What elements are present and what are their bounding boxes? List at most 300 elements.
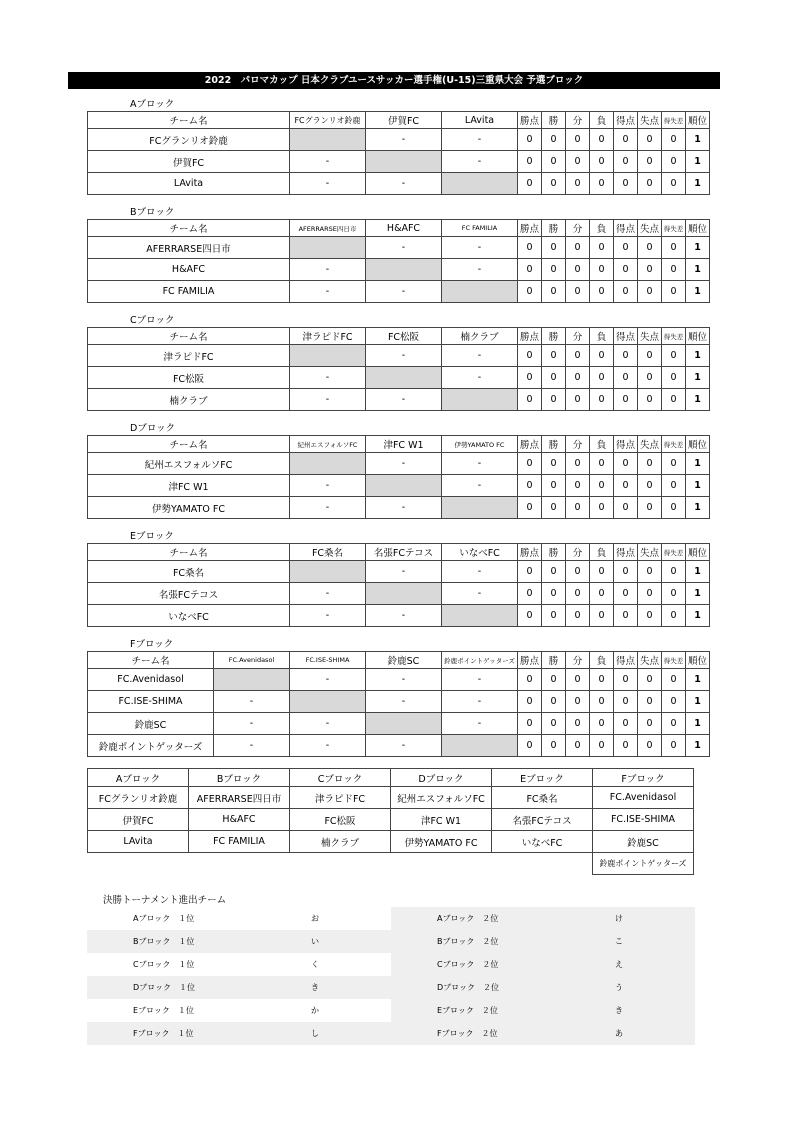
finals-result: き: [239, 976, 391, 999]
opponent-header: 津ラピドFC: [290, 328, 366, 345]
stat-cell: 0: [638, 237, 662, 259]
stat-cell: 0: [518, 173, 542, 195]
finals-result: く: [311, 960, 319, 969]
block-label: Bブロック: [130, 207, 175, 218]
summary-cell: 鈴鹿SC: [593, 831, 694, 853]
stat-header-gf: 得点: [614, 436, 638, 453]
header-row: [88, 652, 710, 669]
team-row: [88, 259, 710, 281]
stat-cell: 0: [542, 475, 566, 497]
stat-cell: 0: [542, 129, 566, 151]
team-row: [88, 173, 710, 195]
match-cell: -: [442, 129, 518, 151]
rank-cell: 1: [686, 367, 710, 389]
opponent-header: 紀州エスフォルソFC: [290, 436, 366, 453]
finals-result: き: [543, 999, 695, 1022]
rank-cell: 1: [686, 453, 710, 475]
opponent-header: FC桑名: [290, 544, 366, 561]
stat-cell: 0: [518, 713, 542, 735]
stat-header-rank: 順位: [686, 544, 710, 561]
stat-cell: 0: [590, 237, 614, 259]
stat-cell: 0: [590, 497, 614, 519]
stat-cell: 0: [662, 367, 686, 389]
block-table: [87, 111, 710, 195]
finals-result: お: [311, 914, 319, 923]
finals-block-label: Eブロック １位: [133, 1006, 194, 1015]
team-name: FC.ISE-SHIMA: [88, 691, 214, 713]
stat-cell: 0: [566, 583, 590, 605]
stat-cell: 0: [518, 129, 542, 151]
team-name: 伊勢YAMATO FC: [88, 497, 290, 519]
stat-header-gf: 得点: [614, 220, 638, 237]
rank-cell: 1: [686, 691, 710, 713]
stat-cell: 0: [518, 735, 542, 757]
stat-header-win: 勝: [542, 112, 566, 129]
opponent-header: LAvita: [442, 112, 518, 129]
opponent-header: 伊賀FC: [366, 112, 442, 129]
stat-header-pts: 勝点: [518, 328, 542, 345]
finals-result: い: [239, 930, 391, 953]
stat-header-gd: 得失差: [662, 436, 686, 453]
stat-cell: 0: [614, 281, 638, 303]
stat-header-gf: 得点: [614, 652, 638, 669]
match-cell: -: [442, 583, 518, 605]
stat-cell: 0: [638, 713, 662, 735]
team-name: H&AFC: [88, 259, 290, 281]
stat-cell: 0: [662, 561, 686, 583]
stat-cell: 0: [566, 735, 590, 757]
match-cell: -: [442, 561, 518, 583]
match-cell: -: [366, 345, 442, 367]
summary-row: [88, 831, 694, 853]
team-name: LAvita: [88, 173, 290, 195]
stat-header-ga: 失点: [638, 220, 662, 237]
stat-cell: 0: [614, 389, 638, 411]
stat-cell: 0: [590, 669, 614, 691]
stat-header-pts: 勝点: [518, 544, 542, 561]
finals-label: 決勝トーナメント進出チーム: [103, 895, 227, 906]
stat-cell: 0: [566, 367, 590, 389]
rank-cell: 1: [686, 713, 710, 735]
summary-cell: FC FAMILIA: [189, 831, 290, 853]
finals-block-label: Dブロック ２位: [391, 976, 543, 999]
stat-cell: 0: [566, 151, 590, 173]
summary-cell: 鈴鹿ポイントゲッターズ: [593, 853, 694, 875]
stat-cell: 0: [662, 583, 686, 605]
stat-cell: 0: [518, 497, 542, 519]
rank-cell: 1: [686, 129, 710, 151]
stat-cell: 0: [518, 345, 542, 367]
summary-cell: 伊賀FC: [88, 809, 189, 831]
team-row: [88, 345, 710, 367]
stat-cell: 0: [638, 151, 662, 173]
stat-cell: 0: [566, 497, 590, 519]
opponent-header: AFERRARSE四日市: [290, 220, 366, 237]
stat-cell: 0: [614, 691, 638, 713]
stat-cell: 0: [590, 389, 614, 411]
stat-cell: 0: [614, 475, 638, 497]
stat-cell: 0: [614, 129, 638, 151]
stat-cell: 0: [542, 561, 566, 583]
stat-cell: 0: [614, 669, 638, 691]
match-cell: -: [290, 281, 366, 303]
match-cell: -: [366, 497, 442, 519]
block-table: [87, 327, 710, 411]
summary-cell: AFERRARSE四日市: [189, 787, 290, 809]
header-row: [88, 436, 710, 453]
stat-cell: 0: [542, 453, 566, 475]
summary-cell: FC.ISE-SHIMA: [593, 809, 694, 831]
match-cell: -: [366, 605, 442, 627]
match-cell: [442, 735, 518, 757]
match-cell: -: [290, 669, 366, 691]
finals-result: か: [311, 1006, 319, 1015]
stat-cell: 0: [662, 497, 686, 519]
stat-header-rank: 順位: [686, 328, 710, 345]
summary-cell: LAvita: [88, 831, 189, 853]
stat-header-win: 勝: [542, 544, 566, 561]
finals-row: [87, 999, 695, 1022]
summary-header: Aブロック: [88, 769, 189, 787]
summary-header: Cブロック: [290, 769, 391, 787]
stat-cell: 0: [542, 173, 566, 195]
stat-header-draw: 分: [566, 328, 590, 345]
summary-cell: [492, 853, 593, 875]
match-cell: [366, 367, 442, 389]
team-header: チーム名: [88, 328, 290, 345]
match-cell: [290, 453, 366, 475]
match-cell: [442, 281, 518, 303]
stat-cell: 0: [590, 605, 614, 627]
stat-cell: 0: [518, 151, 542, 173]
match-cell: -: [366, 735, 442, 757]
match-cell: -: [442, 691, 518, 713]
match-cell: [366, 151, 442, 173]
match-cell: -: [366, 453, 442, 475]
stat-cell: 0: [590, 735, 614, 757]
team-header: チーム名: [88, 436, 290, 453]
finals-result: け: [543, 907, 695, 930]
team-name: FC松阪: [88, 367, 290, 389]
match-cell: -: [366, 691, 442, 713]
opponent-header: 楠クラブ: [442, 328, 518, 345]
stat-header-gd: 得失差: [662, 652, 686, 669]
stat-cell: 0: [542, 669, 566, 691]
match-cell: -: [214, 691, 290, 713]
match-cell: -: [366, 389, 442, 411]
stat-cell: 0: [662, 453, 686, 475]
match-cell: -: [442, 367, 518, 389]
stat-cell: 0: [518, 561, 542, 583]
rank-cell: 1: [686, 475, 710, 497]
summary-cell: FC松阪: [290, 809, 391, 831]
stat-header-ga: 失点: [638, 328, 662, 345]
match-cell: [214, 669, 290, 691]
rank-cell: 1: [686, 561, 710, 583]
team-name: 鈴鹿SC: [88, 713, 214, 735]
stat-cell: 0: [614, 735, 638, 757]
stat-cell: 0: [614, 367, 638, 389]
match-cell: [366, 475, 442, 497]
finals-block-label: Fブロック １位: [87, 1022, 239, 1045]
stat-cell: 0: [614, 561, 638, 583]
stat-cell: 0: [662, 669, 686, 691]
team-row: [88, 605, 710, 627]
match-cell: -: [366, 173, 442, 195]
opponent-header: 鈴鹿ポイントゲッターズ: [442, 652, 518, 669]
match-cell: [442, 173, 518, 195]
match-cell: -: [366, 669, 442, 691]
team-name: 鈴鹿ポイントゲッターズ: [88, 735, 214, 757]
finals-block-label: Eブロック ２位: [391, 999, 543, 1022]
match-cell: -: [366, 129, 442, 151]
finals-block-label: Bブロック ２位: [391, 930, 543, 953]
stat-cell: 0: [614, 453, 638, 475]
team-row: [88, 389, 710, 411]
stat-cell: 0: [614, 605, 638, 627]
match-cell: -: [290, 151, 366, 173]
stat-header-rank: 順位: [686, 652, 710, 669]
team-row: [88, 453, 710, 475]
stat-header-draw: 分: [566, 436, 590, 453]
finals-block-label: Aブロック １位: [133, 914, 195, 923]
stat-cell: 0: [638, 735, 662, 757]
stat-cell: 0: [590, 281, 614, 303]
stat-cell: 0: [542, 389, 566, 411]
rank-cell: 1: [686, 259, 710, 281]
stat-header-draw: 分: [566, 652, 590, 669]
stat-cell: 0: [662, 259, 686, 281]
stat-cell: 0: [518, 237, 542, 259]
stat-header-loss: 負: [590, 328, 614, 345]
stat-cell: 0: [566, 389, 590, 411]
rank-cell: 1: [686, 345, 710, 367]
match-cell: [290, 561, 366, 583]
team-name: 楠クラブ: [88, 389, 290, 411]
stat-header-loss: 負: [590, 652, 614, 669]
summary-header: Fブロック: [593, 769, 694, 787]
finals-table: [87, 907, 695, 1045]
match-cell: -: [442, 345, 518, 367]
summary-header: Eブロック: [492, 769, 593, 787]
block-label: Eブロック: [130, 531, 174, 542]
opponent-header: FC FAMILIA: [442, 220, 518, 237]
stat-cell: 0: [614, 259, 638, 281]
team-name: AFERRARSE四日市: [88, 237, 290, 259]
match-cell: [290, 691, 366, 713]
opponent-header: 鈴鹿SC: [366, 652, 442, 669]
match-cell: [442, 389, 518, 411]
stat-cell: 0: [542, 259, 566, 281]
stat-header-gf: 得点: [614, 544, 638, 561]
stat-cell: 0: [542, 583, 566, 605]
summary-cell: [189, 853, 290, 875]
finals-result: え: [543, 953, 695, 976]
match-cell: [290, 129, 366, 151]
summary-cell: FCグランリオ鈴鹿: [88, 787, 189, 809]
match-cell: -: [442, 475, 518, 497]
rank-cell: 1: [686, 237, 710, 259]
stat-header-rank: 順位: [686, 220, 710, 237]
summary-cell: 楠クラブ: [290, 831, 391, 853]
team-name: 津ラピドFC: [88, 345, 290, 367]
block-label: Dブロック: [130, 423, 176, 434]
opponent-header: FC松阪: [366, 328, 442, 345]
stat-cell: 0: [614, 497, 638, 519]
match-cell: -: [442, 713, 518, 735]
stat-cell: 0: [590, 345, 614, 367]
team-header: チーム名: [88, 544, 290, 561]
stat-cell: 0: [566, 129, 590, 151]
finals-block-label: Cブロック １位: [133, 960, 195, 969]
rank-cell: 1: [686, 389, 710, 411]
summary-header-row: [88, 769, 694, 787]
stat-cell: 0: [542, 605, 566, 627]
stat-cell: 0: [638, 691, 662, 713]
stat-cell: 0: [662, 735, 686, 757]
team-row: [88, 129, 710, 151]
match-cell: -: [214, 735, 290, 757]
finals-block-label: Cブロック ２位: [391, 953, 543, 976]
stat-cell: 0: [662, 713, 686, 735]
stat-header-rank: 順位: [686, 112, 710, 129]
header-row: [88, 220, 710, 237]
stat-cell: 0: [566, 669, 590, 691]
team-row: [88, 583, 710, 605]
match-cell: -: [366, 561, 442, 583]
stat-header-loss: 負: [590, 436, 614, 453]
stat-header-gd: 得失差: [662, 328, 686, 345]
rank-cell: 1: [686, 669, 710, 691]
finals-row: [87, 976, 695, 999]
summary-cell: 名張FCテコス: [492, 809, 593, 831]
team-name: いなべFC: [88, 605, 290, 627]
team-row: [88, 713, 710, 735]
stat-cell: 0: [662, 237, 686, 259]
stat-cell: 0: [662, 151, 686, 173]
stat-cell: 0: [662, 129, 686, 151]
stat-cell: 0: [566, 237, 590, 259]
block-label: Aブロック: [130, 99, 175, 110]
summary-cell: H&AFC: [189, 809, 290, 831]
rank-cell: 1: [686, 735, 710, 757]
stat-cell: 0: [518, 367, 542, 389]
stat-header-loss: 負: [590, 544, 614, 561]
stat-cell: 0: [518, 259, 542, 281]
match-cell: -: [290, 497, 366, 519]
opponent-header: FCグランリオ鈴鹿: [290, 112, 366, 129]
stat-header-win: 勝: [542, 436, 566, 453]
stat-cell: 0: [566, 453, 590, 475]
finals-row: [87, 1022, 695, 1045]
summary-cell: 伊勢YAMATO FC: [391, 831, 492, 853]
stat-cell: 0: [590, 367, 614, 389]
stat-header-loss: 負: [590, 220, 614, 237]
match-cell: -: [290, 605, 366, 627]
finals-block-label: Dブロック １位: [87, 976, 239, 999]
stat-cell: 0: [566, 281, 590, 303]
team-row: [88, 691, 710, 713]
stat-cell: 0: [542, 713, 566, 735]
stat-cell: 0: [590, 691, 614, 713]
team-name: FC桑名: [88, 561, 290, 583]
summary-cell: FC桑名: [492, 787, 593, 809]
stat-cell: 0: [590, 453, 614, 475]
summary-cell: [391, 853, 492, 875]
opponent-header: 伊勢YAMATO FC: [442, 436, 518, 453]
stat-cell: 0: [662, 605, 686, 627]
stat-cell: 0: [590, 129, 614, 151]
opponent-header: 津FC W1: [366, 436, 442, 453]
stat-cell: 0: [566, 713, 590, 735]
summary-row: [88, 853, 694, 875]
match-cell: -: [214, 713, 290, 735]
rank-cell: 1: [686, 583, 710, 605]
finals-row: [87, 930, 695, 953]
match-cell: -: [366, 237, 442, 259]
stat-cell: 0: [590, 475, 614, 497]
team-row: [88, 367, 710, 389]
stat-header-gd: 得失差: [662, 544, 686, 561]
stat-cell: 0: [662, 281, 686, 303]
match-cell: -: [442, 453, 518, 475]
stat-cell: 0: [542, 345, 566, 367]
stat-cell: 0: [590, 173, 614, 195]
stat-cell: 0: [590, 561, 614, 583]
finals-row: [87, 907, 695, 930]
stat-cell: 0: [638, 173, 662, 195]
finals-block-label: Aブロック ２位: [391, 907, 543, 930]
stat-header-draw: 分: [566, 544, 590, 561]
block-table: [87, 651, 710, 757]
block-table: [87, 219, 710, 303]
team-row: [88, 669, 710, 691]
match-cell: -: [290, 259, 366, 281]
stat-cell: 0: [590, 583, 614, 605]
rank-cell: 1: [686, 151, 710, 173]
summary-row: [88, 809, 694, 831]
team-header: チーム名: [88, 652, 214, 669]
summary-cell: いなべFC: [492, 831, 593, 853]
stat-cell: 0: [518, 605, 542, 627]
match-cell: -: [290, 173, 366, 195]
match-cell: -: [290, 583, 366, 605]
block-label: Cブロック: [130, 315, 175, 326]
stat-cell: 0: [638, 475, 662, 497]
stat-header-rank: 順位: [686, 436, 710, 453]
stat-cell: 0: [638, 669, 662, 691]
stat-header-pts: 勝点: [518, 112, 542, 129]
block-label: Fブロック: [130, 639, 174, 650]
stat-cell: 0: [590, 713, 614, 735]
stat-cell: 0: [566, 561, 590, 583]
stat-header-draw: 分: [566, 112, 590, 129]
rank-cell: 1: [686, 281, 710, 303]
stat-cell: 0: [542, 691, 566, 713]
stat-cell: 0: [518, 389, 542, 411]
stat-cell: 0: [614, 345, 638, 367]
stat-cell: 0: [518, 281, 542, 303]
stat-header-ga: 失点: [638, 436, 662, 453]
stat-cell: 0: [662, 475, 686, 497]
match-cell: [366, 583, 442, 605]
match-cell: -: [442, 669, 518, 691]
team-row: [88, 281, 710, 303]
summary-cell: 津FC W1: [391, 809, 492, 831]
stat-header-loss: 負: [590, 112, 614, 129]
stat-header-ga: 失点: [638, 112, 662, 129]
match-cell: [366, 713, 442, 735]
